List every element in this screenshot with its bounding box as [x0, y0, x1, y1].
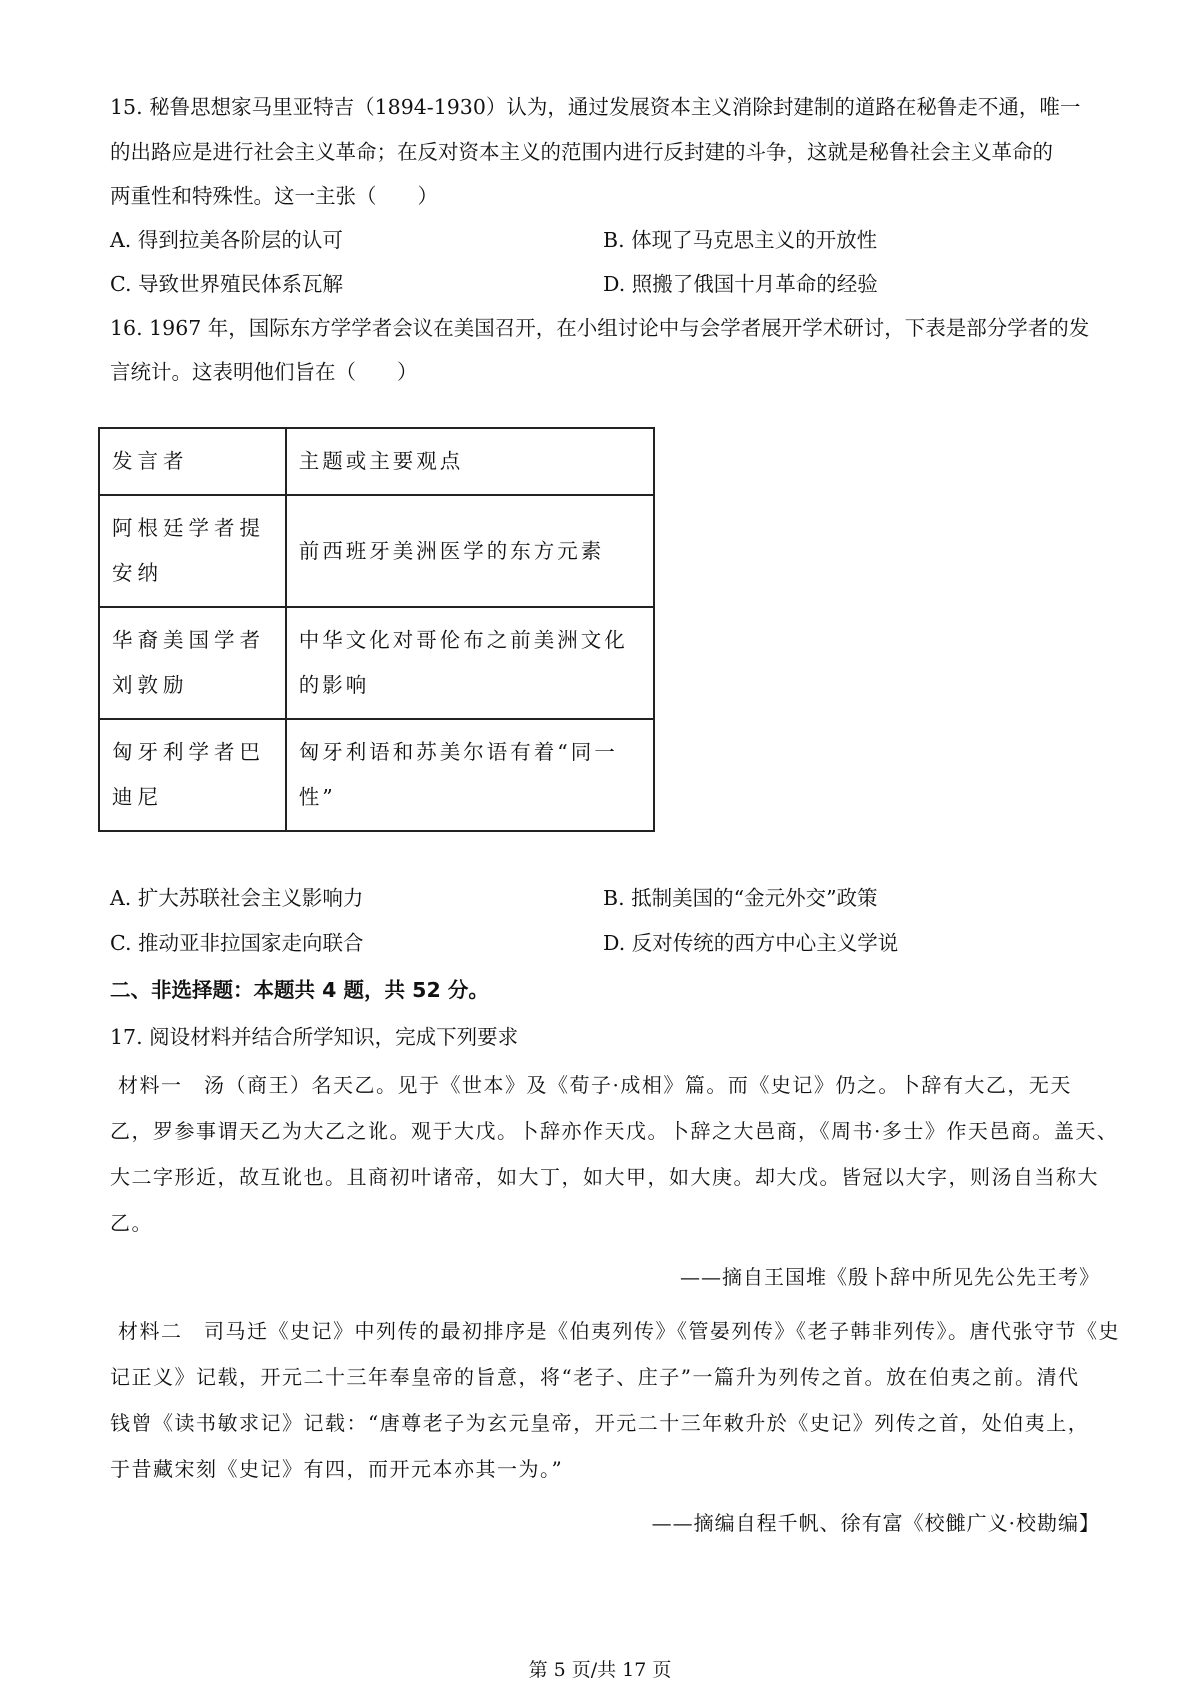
material-1-line-3: 大二字形近，故互讹也。且商初叶诸帝，如大丁，如大甲，如大庚。却大戊。皆冠以大字，则汤自当称大: [110, 1165, 1099, 1189]
table-cell-topic: 前西班牙美洲医学的东方元素: [286, 495, 654, 607]
material-2-line-4: 于昔藏宋刻《史记》有四，而开元本亦其一为。”: [110, 1457, 564, 1481]
q16-option-d[interactable]: D. 反对传统的西方中心主义学说: [603, 931, 899, 955]
material-2-source: ——摘编自程千帆、徐有富《校雠广义·校勘编】: [651, 1511, 1100, 1535]
speaker-table: [98, 427, 655, 832]
q16-option-b[interactable]: B. 抵制美国的“金元外交”政策: [603, 886, 878, 910]
q16-line-2: 言统计。这表明他们旨在（ ）: [110, 360, 418, 384]
q16-option-a[interactable]: A. 扩大苏联社会主义影响力: [110, 886, 364, 910]
table-cell-topic: 匈牙利语和苏美尔语有着“同一性”: [286, 719, 654, 831]
table-cell-speaker: 匈牙利学者巴迪尼: [99, 719, 286, 831]
q15-option-a[interactable]: A. 得到拉美各阶层的认可: [110, 228, 343, 252]
material-2-line-1: 材料二 司马迁《史记》中列传的最初排序是《伯夷列传》《管晏列传》《老子韩非列传》。唐代张守节《史: [118, 1319, 1120, 1343]
material-1-line-1: 材料一 汤（商王）名天乙。见于《世本》及《荀子·成相》篇。而《史记》仍之。卜辞有大乙，无天: [118, 1073, 1072, 1097]
q15-option-b[interactable]: B. 体现了马克思主义的开放性: [603, 228, 878, 252]
table-row: [99, 495, 654, 607]
table-cell-speaker: 华裔美国学者刘敦励: [99, 607, 286, 719]
material-1-source: ——摘自王国堆《殷卜辞中所见先公先王考》: [680, 1265, 1100, 1289]
q16-line-1: 16. 1967 年，国际东方学学者会议在美国召开，在小组讨论中与会学者展开学术研讨，下表是部分学者的发: [110, 316, 1090, 340]
q15-option-c[interactable]: C. 导致世界殖民体系瓦解: [110, 272, 343, 296]
table-cell-speaker: 阿根廷学者提安纳: [99, 495, 286, 607]
q16-option-c[interactable]: C. 推动亚非拉国家走向联合: [110, 931, 364, 955]
q17-prompt: 17. 阅设材料并结合所学知识，完成下列要求: [110, 1025, 519, 1049]
material-2-line-2: 记正义》记载，开元二十三年奉皇帝的旨意，将“老子、庄子”一篇升为列传之首。放在伯夷之前。清代: [110, 1365, 1080, 1389]
table-row: [99, 719, 654, 831]
table-header-topic: 主题或主要观点: [286, 428, 654, 495]
q15-line-1: 15. 秘鲁思想家马里亚特吉（1894-1930）认为，通过发展资本主义消除封建制的道路在秘鲁走不通，唯一: [110, 95, 1081, 119]
table-header-speaker: 发言者: [99, 428, 286, 495]
q15-line-3: 两重性和特殊性。这一主张（ ）: [110, 184, 438, 208]
table-row: [99, 607, 654, 719]
table-header-row: [99, 428, 654, 495]
material-1-line-4: 乙。: [110, 1211, 153, 1235]
q15-option-d[interactable]: D. 照搬了俄国十月革命的经验: [603, 272, 878, 296]
section-2-heading: 二、非选择题：本题共 4 题，共 52 分。: [110, 978, 489, 1002]
table-cell-topic: 中华文化对哥伦布之前美洲文化的影响: [286, 607, 654, 719]
material-1-line-2: 乙，罗参事谓天乙为大乙之讹。观于大戊。卜辞亦作天戊。卜辞之大邑商，《周书·多士》作天邑商。盖天、: [110, 1119, 1119, 1143]
q15-line-2: 的出路应是进行社会主义革命；在反对资本主义的范围内进行反封建的斗争，这就是秘鲁社会主义革命的: [110, 140, 1053, 164]
material-2-line-3: 钱曾《读书敏求记》记载：“唐尊老子为玄元皇帝，开元二十三年敕升於《史记》列传之首，处伯夷上，: [110, 1411, 1090, 1435]
page-number: 第 5 页/共 17 页: [528, 1659, 672, 1681]
